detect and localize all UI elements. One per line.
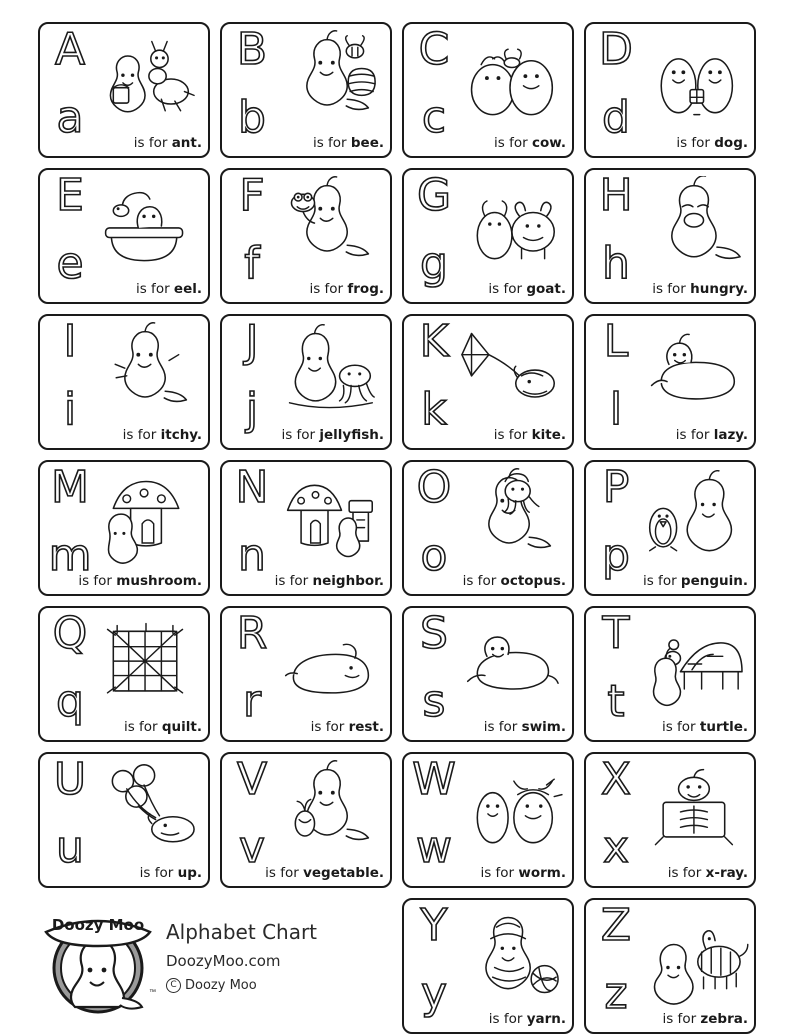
is-for-text: is for — [494, 135, 528, 151]
lowercase-letter: b — [238, 92, 266, 143]
worm-icon — [452, 760, 568, 860]
card-frame — [584, 168, 756, 304]
card-caption — [408, 573, 566, 589]
alphabet-card-y — [402, 898, 574, 1034]
is-for-text: is for — [493, 427, 528, 443]
is-for-text: is for — [642, 573, 677, 589]
card-caption — [590, 281, 748, 297]
card-frame — [38, 22, 210, 158]
lowercase-letter: s — [422, 676, 446, 727]
card-word: eel. — [173, 281, 202, 297]
card-caption — [590, 1011, 748, 1027]
card-word: mushroom. — [116, 573, 202, 589]
alphabet-card-x — [584, 752, 756, 888]
letter-pair — [593, 608, 639, 727]
alphabet-card-g — [402, 168, 574, 304]
alphabet-card-j — [220, 314, 392, 450]
page-title: Alphabet Chart — [166, 920, 318, 944]
letter-pair — [593, 754, 639, 873]
uppercase-letter: T — [602, 608, 630, 659]
lowercase-letter: x — [602, 822, 630, 873]
alphabet-card-v — [220, 752, 392, 888]
card-caption — [408, 427, 566, 443]
is-for-text: is for — [265, 865, 299, 881]
card-caption — [590, 427, 748, 443]
jellyfish-icon — [270, 322, 386, 422]
is-for-text: is for — [662, 1011, 697, 1027]
card-caption — [44, 135, 202, 151]
website-url: DoozyMoo.com — [166, 952, 281, 970]
card-frame — [38, 752, 210, 888]
card-frame — [38, 460, 210, 596]
brand-footer — [38, 898, 390, 1034]
lowercase-letter: a — [56, 92, 84, 143]
uppercase-letter: Q — [52, 608, 88, 659]
card-caption — [408, 1011, 566, 1027]
letter-pair — [229, 24, 275, 143]
uppercase-letter: W — [412, 754, 456, 805]
alphabet-card-s — [402, 606, 574, 742]
card-frame — [220, 168, 392, 304]
letter-pair — [47, 608, 93, 727]
card-caption — [44, 281, 202, 297]
card-frame — [584, 460, 756, 596]
alphabet-card-t — [584, 606, 756, 742]
card-frame — [402, 460, 574, 596]
card-frame — [584, 606, 756, 742]
card-frame — [38, 606, 210, 742]
uppercase-letter: P — [602, 462, 630, 513]
card-frame — [402, 752, 574, 888]
letter-pair — [411, 754, 457, 873]
yarn-ball-icon — [452, 906, 568, 1006]
card-frame — [402, 168, 574, 304]
alphabet-card-l — [584, 314, 756, 450]
letter-pair — [593, 170, 639, 289]
is-for-text: is for — [274, 573, 309, 589]
lowercase-letter: q — [56, 676, 84, 727]
card-frame — [584, 22, 756, 158]
is-for-text: is for — [133, 135, 168, 151]
lowercase-letter: u — [56, 822, 84, 873]
is-for-text: is for — [312, 135, 347, 151]
letter-pair — [47, 754, 93, 873]
quilt-icon — [88, 614, 204, 714]
card-caption — [44, 719, 202, 735]
swimming-character-icon — [452, 614, 568, 714]
alphabet-card-r — [220, 606, 392, 742]
card-frame — [38, 168, 210, 304]
alphabet-card-a — [38, 22, 210, 158]
card-frame — [402, 898, 574, 1034]
letter-pair — [229, 462, 275, 581]
card-frame — [220, 752, 392, 888]
letter-pair — [47, 170, 93, 289]
card-caption — [590, 865, 748, 881]
alphabet-card-c — [402, 22, 574, 158]
uppercase-letter: Y — [420, 900, 448, 951]
letter-pair — [593, 462, 639, 581]
cow-icon — [452, 30, 568, 130]
card-caption — [226, 865, 384, 881]
card-frame — [220, 314, 392, 450]
letter-pair — [411, 900, 457, 1019]
card-word: frog. — [347, 281, 384, 297]
lowercase-letter: f — [244, 238, 260, 289]
lowercase-letter: i — [63, 384, 77, 435]
uppercase-letter: B — [236, 24, 268, 75]
card-caption — [226, 135, 384, 151]
is-for-text: is for — [480, 865, 515, 881]
card-word: zebra. — [700, 1011, 748, 1027]
alphabet-card-grid — [38, 22, 782, 1034]
uppercase-letter: U — [53, 754, 87, 805]
lowercase-letter: w — [416, 822, 452, 873]
letter-pair — [229, 316, 275, 435]
alphabet-card-n — [220, 460, 392, 596]
card-word: cow. — [531, 135, 566, 151]
is-for-text: is for — [78, 573, 112, 589]
is-for-text: is for — [122, 427, 157, 443]
uppercase-letter: D — [599, 24, 633, 75]
eel-in-pot-icon — [88, 176, 204, 276]
dog-icon — [634, 30, 750, 130]
alphabet-card-k — [402, 314, 574, 450]
goat-icon — [452, 176, 568, 276]
card-word: lazy. — [713, 427, 748, 443]
card-word: turtle. — [699, 719, 748, 735]
card-caption — [408, 719, 566, 735]
card-word: octopus. — [500, 573, 566, 589]
is-for-text: is for — [667, 865, 702, 881]
lowercase-letter: k — [421, 384, 447, 435]
letter-pair — [411, 316, 457, 435]
uppercase-letter: M — [51, 462, 89, 513]
card-word: up. — [177, 865, 202, 881]
lowercase-letter: n — [238, 530, 266, 581]
uppercase-letter: G — [416, 170, 452, 221]
card-word: vegetable. — [303, 865, 384, 881]
card-word: kite. — [531, 427, 566, 443]
card-frame — [402, 606, 574, 742]
lowercase-letter: y — [420, 968, 448, 1019]
card-caption — [226, 573, 384, 589]
is-for-text: is for — [139, 865, 174, 881]
is-for-text: is for — [675, 427, 710, 443]
card-word: rest. — [348, 719, 384, 735]
letter-pair — [229, 754, 275, 873]
card-word: jellyfish. — [319, 427, 384, 443]
card-frame — [584, 898, 756, 1034]
lowercase-letter: r — [242, 676, 262, 727]
is-for-text: is for — [661, 719, 696, 735]
card-caption — [44, 427, 202, 443]
x-ray-icon — [634, 760, 750, 860]
lowercase-letter: p — [602, 530, 630, 581]
card-caption — [590, 573, 748, 589]
card-frame — [584, 314, 756, 450]
letter-pair — [47, 24, 93, 143]
lazy-character-icon — [634, 322, 750, 422]
uppercase-letter: E — [56, 170, 84, 221]
is-for-text: is for — [309, 281, 344, 297]
vegetable-icon — [270, 760, 386, 860]
card-frame — [38, 314, 210, 450]
resting-character-icon — [270, 614, 386, 714]
alphabet-card-o — [402, 460, 574, 596]
card-caption — [226, 719, 384, 735]
uppercase-letter: S — [420, 608, 448, 659]
card-caption — [44, 573, 202, 589]
is-for-text: is for — [676, 135, 710, 151]
card-frame — [584, 752, 756, 888]
uppercase-letter: H — [599, 170, 633, 221]
card-frame — [220, 22, 392, 158]
is-for-text: is for — [123, 719, 158, 735]
uppercase-letter: A — [54, 24, 86, 75]
ant-and-character-icon — [88, 30, 204, 130]
doozy-moo-logo — [38, 902, 158, 1022]
card-word: neighbor. — [312, 573, 384, 589]
uppercase-letter: X — [600, 754, 632, 805]
letter-pair — [593, 900, 639, 1019]
letter-pair — [593, 316, 639, 435]
zebra-icon — [634, 906, 750, 1006]
alphabet-card-p — [584, 460, 756, 596]
alphabet-card-i — [38, 314, 210, 450]
uppercase-letter: N — [235, 462, 269, 513]
card-frame — [220, 606, 392, 742]
uppercase-letter: V — [236, 754, 268, 805]
card-caption — [408, 865, 566, 881]
bee-and-beehive-icon — [270, 30, 386, 130]
card-word: goat. — [526, 281, 566, 297]
card-caption — [408, 135, 566, 151]
alphabet-card-q — [38, 606, 210, 742]
alphabet-card-z — [584, 898, 756, 1034]
alphabet-card-h — [584, 168, 756, 304]
letter-pair — [47, 462, 93, 581]
is-for-text: is for — [483, 719, 518, 735]
card-word: worm. — [518, 865, 566, 881]
lowercase-letter: d — [602, 92, 630, 143]
penguin-icon — [634, 468, 750, 568]
copyright-line — [166, 978, 317, 993]
balloons-up-icon — [88, 760, 204, 860]
turtle-icon — [634, 614, 750, 714]
card-caption — [408, 281, 566, 297]
lowercase-letter: v — [238, 822, 266, 873]
copyright-owner: Doozy Moo — [185, 978, 257, 993]
is-for-text: is for — [488, 1011, 523, 1027]
letter-pair — [411, 24, 457, 143]
letter-pair — [411, 170, 457, 289]
card-word: quilt. — [161, 719, 202, 735]
trademark-symbol: ™ — [149, 989, 156, 996]
uppercase-letter: J — [245, 316, 259, 367]
is-for-text: is for — [462, 573, 497, 589]
card-frame — [402, 314, 574, 450]
octopus-icon — [452, 468, 568, 568]
alphabet-card-e — [38, 168, 210, 304]
letter-pair — [593, 24, 639, 143]
uppercase-letter: L — [603, 316, 629, 367]
alphabet-card-b — [220, 22, 392, 158]
itchy-character-icon — [88, 322, 204, 422]
card-word: dog. — [714, 135, 748, 151]
uppercase-letter: F — [239, 170, 265, 221]
svg-text:Doozy Moo: Doozy Moo — [51, 916, 145, 934]
uppercase-letter: K — [419, 316, 449, 367]
lowercase-letter: l — [609, 384, 623, 435]
uppercase-letter: R — [236, 608, 268, 659]
is-for-text: is for — [281, 427, 316, 443]
is-for-text: is for — [652, 281, 686, 297]
is-for-text: is for — [488, 281, 523, 297]
lowercase-letter: j — [245, 384, 259, 435]
hungry-character-icon — [634, 176, 750, 276]
letter-pair — [411, 462, 457, 581]
card-word: x-ray. — [705, 865, 748, 881]
alphabet-card-u — [38, 752, 210, 888]
card-frame — [220, 460, 392, 596]
card-caption — [590, 719, 748, 735]
uppercase-letter: Z — [600, 900, 632, 951]
uppercase-letter: C — [418, 24, 450, 75]
card-word: itchy. — [160, 427, 202, 443]
card-word: swim. — [521, 719, 566, 735]
lowercase-letter: c — [421, 92, 447, 143]
card-word: ant. — [171, 135, 202, 151]
lowercase-letter: e — [56, 238, 84, 289]
card-frame — [402, 22, 574, 158]
alphabet-card-d — [584, 22, 756, 158]
alphabet-card-f — [220, 168, 392, 304]
lowercase-letter: o — [420, 530, 448, 581]
card-caption — [44, 865, 202, 881]
card-word: bee. — [350, 135, 384, 151]
mushroom-house-icon — [88, 468, 204, 568]
brand-text-block — [166, 902, 317, 993]
uppercase-letter: I — [63, 316, 77, 367]
uppercase-letter: O — [416, 462, 452, 513]
card-caption — [590, 135, 748, 151]
lowercase-letter: t — [607, 676, 625, 727]
frog-icon — [270, 176, 386, 276]
is-for-text: is for — [135, 281, 170, 297]
card-word: hungry. — [690, 281, 748, 297]
neighbor-houses-icon — [270, 468, 386, 568]
letter-pair — [229, 608, 275, 727]
lowercase-letter: g — [420, 238, 448, 289]
card-caption — [226, 281, 384, 297]
alphabet-card-m — [38, 460, 210, 596]
card-word: penguin. — [680, 573, 748, 589]
lowercase-letter: z — [604, 968, 628, 1019]
card-word: yarn. — [526, 1011, 566, 1027]
letter-pair — [229, 170, 275, 289]
lowercase-letter: h — [602, 238, 630, 289]
alphabet-card-w — [402, 752, 574, 888]
letter-pair — [47, 316, 93, 435]
copyright-icon: C — [166, 978, 181, 993]
lowercase-letter: m — [48, 530, 92, 581]
kite-icon — [452, 322, 568, 422]
card-caption — [226, 427, 384, 443]
letter-pair — [411, 608, 457, 727]
is-for-text: is for — [310, 719, 345, 735]
